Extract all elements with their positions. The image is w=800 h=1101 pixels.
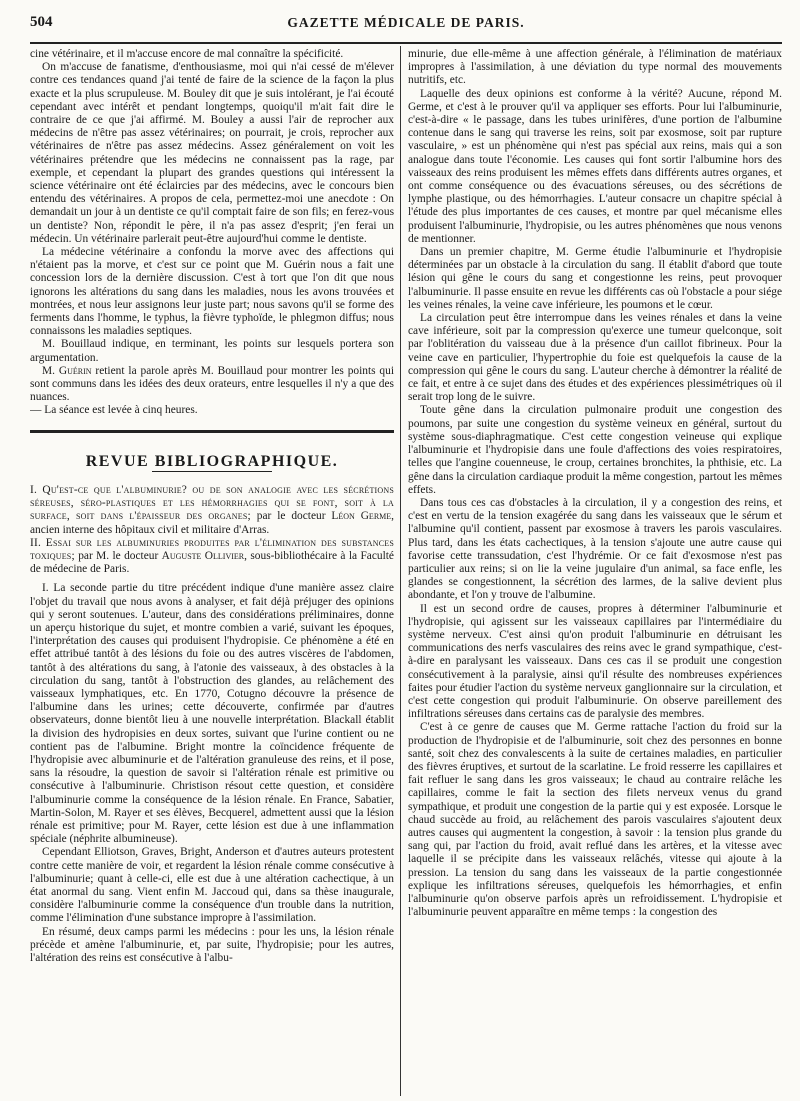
paragraph: En résumé, deux camps parmi les médecins : pour les uns, la lésion rénale précède et amène l'albuminurie, et, par suite, l'hydropisie; pour les autres, l'altération des reins est consécutive à l'albu- (30, 925, 394, 964)
bibliography-entry-2 (30, 537, 394, 577)
right-column (408, 48, 782, 1094)
paragraph: I. La seconde partie du titre précédent indique d'une manière assez claire l'objet du travail que nous avons à analyser, et fait déjà préjuger des opinions qui y seront soutenues. L'auteur, dans des considérations préliminaires, donne un aperçu historique du sujet, et montre combien a varié, suivant les époques, l'interprétation des causes qui produisent l'hydropisie. Ce phénomène a été en effet attribué tantôt à des lésions du foie ou des autres viscères de l'abdomen, tantôt à des altérations du sang, à l'atonie des vaisseaux, à des obstacles à la circulation du sang, tantôt à l'obstruction des glandes, au relâchement des vaisseaux lymphatiques, etc. En 1770, Cotugno découvre la présence de l'albumine dans les urines; cette découverte, confirmée par d'autres observateurs, donne bientôt lieu à une nouvelle interprétation. Blackall établit la division des hydropisies en deux sortes, suivant que l'urine contient ou ne contient pas de l'albumine. Bright montre la coïncidence fréquente de l'hydropisie avec albuminurie et de l'altération granuleuse des reins, et il pose, sans la résoudre, la question de savoir si l'altération rénale est primitive ou consécutive à l'albuminurie. Christison résout cette question, et considère l'albuminurie comme la conséquence de la lésion rénale. En France, Sabatier, Martin-Solon, M. Rayer et ses élèves, Becquerel, admettent aussi que la lésion rénale est primitive; pour M. Rayer, cette lésion est due à une inflammation spéciale (néphrite albumineuse). (30, 582, 394, 846)
title-underline (152, 471, 272, 472)
running-title: GAZETTE MÉDICALE DE PARIS. (287, 15, 525, 30)
column-separator (400, 46, 401, 1096)
paragraph: On m'accuse de fanatisme, d'enthousiasme, moi qui n'ai cessé de m'élever contre ces tendances quand j'ai tenté de faire de la science de la façon la plus exacte et la plus scrupuleuse. M. Bouley dit que je suis intolérant, je l'ai écouté cependant avec intérêt et pendant longtemps, quoiqu'il m'ait fait dire le contraire de ce que j'ai affirmé. M. Bouley a aussi l'air de reprocher aux médecins de n'être pas assez vétérinaires; on pourrait, je crois, reprocher aux vétérinaires de n'être pas assez médecins. Assez généralement on voit les vétérinaires prétendre que les médecins ne connaissent pas la rage, par exemple, et cependant la plupart des grandes questions qui intéressent la science vétérinaire ont été éclaircies par des médecins, avec le concours bien entendu des vétérinaires. A propos de cela, permettez-moi une anecdote : On demandait un jour à un dentiste ce qu'il comptait faire de son fils; en ferez-vous un dentiste? Non, répondit le père, il n'a pas assez d'esprit; j'en ferai un médecin. Un vétérinaire parlerait peut-être aujourd'hui comme le dentiste. (30, 61, 394, 245)
paragraph: M. Bouillaud indique, en terminant, les points sur lesquels portera son argumentation. (30, 338, 394, 364)
author-name: Léon Germe (331, 510, 392, 523)
paragraph-text: retient la parole après M. Bouillaud pour montrer les points qui sont communs dans les idées des deux orateurs, entre lesquelles il n'y a que des nuances. (30, 364, 394, 404)
paragraph (30, 365, 394, 405)
author-details: , ancien interne des hôpitaux civil et militaire d'Arras. (30, 510, 394, 536)
section-title: REVUE BIBLIOGRAPHIQUE. (85, 452, 339, 470)
page-header (30, 14, 782, 36)
by-text: par M. le docteur (74, 549, 162, 562)
header-rule (30, 42, 782, 44)
session-end-line: — La séance est levée à cinq heures. (30, 404, 198, 417)
paragraph: La médecine vétérinaire a confondu la morve avec des affections qui n'étaient pas la morve, et c'est sur ce point que M. Guérin nous a fait une concession lors de la dernière discussion. C'est à tort que l'on dit que nous ignorons les altérations du sang dans les maladies, nous les avons trouvées et montrées, et nous leur assignons leur juste part; nous savons qu'il se forme des ferments dans l'homme, le typhus, la fièvre typhoïde, le phlegmon diffus; nous connaissons les maladies septiques. (30, 246, 394, 338)
author-details: , sous-bibliothécaire à la Faculté de médecine de Paris. (30, 549, 394, 576)
paragraph: Dans tous ces cas d'obstacles à la circulation, il y a congestion des reins, et c'est en vertu de la tension exagérée du sang dans les vaisseaux que le sérum et l'albumine qu'il contient, passent par exosmose à travers les parois vasculaires. Plus tard, dans les états cachectiques, à la tension s'ajoute une autre cause qui favorise cette transsudation, c'est l'hydrémie. Or ce fait d'exosmose n'est pas particulier aux reins; si on lie la veine jugulaire d'un animal, sa face enfle, les glandes se congestionnent, la sécrétion des larmes, de la salive devient plus abondante, et l'on y trouve de l'albumine. (408, 496, 782, 602)
by-text: par le docteur (250, 510, 332, 523)
paragraph: Toute gêne dans la circulation pulmonaire produit une congestion des poumons, par suite une congestion du système veineux en général, surtout du système sous-diaphragmatique. C'est cette congestion veineuse qui explique l'albuminurie et l'hydropisie dans une foule d'affections des voies respiratoires, telles que l'angine couenneuse, le croup, certaines bronchites, la phthisie, etc. La gêne dans la circulation cardiaque produit la même congestion, partout les mêmes effets. (408, 404, 782, 496)
paragraph: Laquelle des deux opinions est conforme à la vérité? Aucune, répond M. Germe, et c'est à le prouver qu'il va appliquer ses efforts. Pour lui l'albuminurie, c'est-à-dire « le passage, dans les tubes urinifères, d'une portion de l'albumine contenue dans le sang qui traverse les reins, soit par exosmose, soit par rupture vasculaire, » est un phénomène qui n'est pas spécial aux reins, mais qui a son analogue dans toute l'économie. Les causes qui font sortir l'albumine hors des vaisseaux des reins produisent les mêmes effets dans différents autres organes, et ont comme conséquence ou des évacuations séreuses, ou des sécrétions de lymphe plastique, ou des hémorrhagies. L'auteur consacre un chapitre spécial à l'étude des plus importantes de ces causes, et montre par quel mécanisme elles produisent l'albuminurie, l'hydropisie, ou les autres phénomènes que nous venons de mentionner. (408, 87, 782, 245)
book-title: II. Essai sur les albuminuries produites par l'élimination des substances toxiques; (30, 536, 394, 562)
speaker-name: M. Guérin (42, 364, 92, 377)
book-title: I. Qu'est-ce que l'albuminurie? ou de son analogie avec les sécrétions séreuses, séro-plastiques et les hémorrhagies qui se font, soit à la surface, soit dans l'épaisseur des organes; (30, 483, 394, 523)
page-number: 504 (30, 14, 53, 30)
paragraph: minurie, due elle-même à une affection générale, à l'élimination de matériaux impropres à l'assimilation, à une déviation du type normal des mouvements nutritifs, etc. (408, 48, 782, 87)
bibliography-entry-1 (30, 484, 394, 537)
paragraph: La circulation peut être interrompue dans les veines rénales et dans la veine cave inférieure, soit par la compression qu'exerce une tumeur quelconque, soit par l'oblitération du vaisseau due à la présence d'un caillot fibrineux. Pour la veine cave en particulier, l'hypertrophie du foie est quelquefois la cause de la compression qui gêne le cours du sang. L'auteur cherche à démontrer la réalité de ce fait, et entre à ce sujet dans des études et des expériences plessimétriques où il serait trop long de le suivre. (408, 312, 782, 404)
paragraph: Dans un premier chapitre, M. Germe étudie l'albuminurie et l'hydropisie déterminées par un obstacle à la circulation du sang. Il établit d'abord que toute lésion qui gêne le cours du sang et congestionne les reins, peut provoquer l'albuminurie. Il passe ensuite en revue les différents cas où l'obstacle a pour siége les veines rénales, la veine cave inférieure, les poumons et le cœur. (408, 246, 782, 311)
paragraph: Cependant Elliotson, Graves, Bright, Anderson et d'autres auteurs protestent contre cette manière de voir, et regardent la lésion rénale comme consécutive à l'albuminurie; quant à celle-ci, elle est due à une altération cachectique, à un état anormal du sang. Vient enfin M. Jaccoud qui, dans sa thèse inaugurale, considère l'albuminurie comme la conséquence d'un trouble dans la nutrition, comme l'élimination d'une substance impropre à l'assimilation. (30, 846, 394, 925)
paragraph: C'est à ce genre de causes que M. Germe rattache l'action du froid sur la production de l'hydropisie et de l'albuminurie, soit chez des personnes en bonne santé, soit chez des convalescents à la suite de certaines maladies, en particulier des fièvres éruptives, et surtout de la scarlatine. Le froid resserre les capillaires et fait refluer le sang dans les gros vaisseaux; le chaud au contraire relâche les capillaires, comme le fait la section des filets nerveux venus du grand sympathique, et produit une congestion de la partie qui y est exposée. Lorsque le chaud succède au froid, au relâchement des parois vasculaires s'ajoutent deux autres causes qui augmentent la congestion, à savoir : la tension plus grande du sang qui, par l'action du froid, avait reflué dans les artères, et la vitesse avec laquelle il se précipite dans les vaisseaux relâchés, vitesse qui ajoute à la pression. La tension du sang dans les vaisseaux de la partie congestionnée explique les infiltrations séreuses, quelquefois les hémorrhagies, et enfin l'albuminurie qu'on observe parfois après un refroidissement. L'hydropisie et l'albuminurie peuvent apparaître en même temps : la congestion des (408, 721, 782, 919)
left-column (30, 48, 394, 1094)
author-name: Auguste Ollivier (161, 549, 245, 562)
paragraph: cine vétérinaire, et il m'accuse encore de mal connaître la spécificité. (30, 48, 344, 60)
paragraph: Il est un second ordre de causes, propres à déterminer l'albuminurie et l'hydropisie, qui agissent sur les vaisseaux capillaires par l'intermédiaire du système nerveux. C'est ainsi qu'on produit l'albuminurie en détruisant les communications des nerfs vasculaires des reins avec le grand sympathique, c'est-à-dire en paralysant les vaisseaux. Dans ces cas il se produit une congestion consécutivement à la paralysie, ainsi qu'il résulte des nombreuses expériences faites pour étudier l'action du système nerveux ganglionnaire sur la circulation, et c'est cette congestion qui produit l'albuminurie. On observe pareillement des infiltrations séreuses dans certains cas de paralysie des membres. (408, 602, 782, 721)
section-rule (30, 430, 394, 433)
